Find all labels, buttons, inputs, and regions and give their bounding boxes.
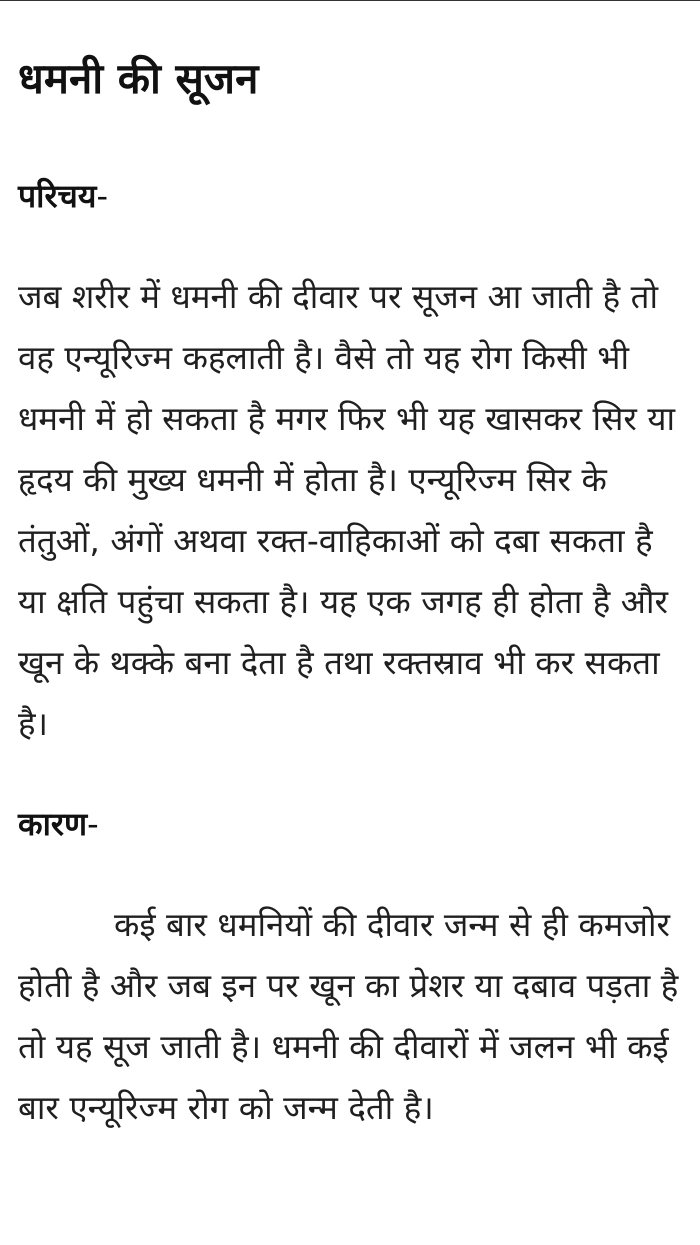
section-body: जब शरीर में धमनी की दीवार पर सूजन आ जाती है तो वह एन्यूरिज्म कहलाती है। वैसे तो यह रोग किसी भी धमनी में हो सकता है मगर फिर भी यह खासकर सिर या हृदय की मुख्य धमनी में होता है। एन्यूरिज्म सिर के तंतुओं, अंगों अथवा रक्त-वाहिकाओं को दबा सकता है या क्षति पहुंचा सकता है। यह एक जगह ही होता है और खून के थक्के बना देता है तथा रक्तस्राव भी कर सकता है। <box>18 277 676 743</box>
section-heading-suffix: - <box>96 177 108 215</box>
section-heading-suffix: - <box>87 805 99 843</box>
section-heading-text: कारण <box>18 805 88 843</box>
section-heading <box>18 794 680 854</box>
section-body: कई बार धमनियों की दीवार जन्म से ही कमजोर होती है और जब इन पर खून का प्रेशर या दबाव पड़ता है तो यह सूज जाती है। धमनी की दीवारों में जलन भी कई बार एन्यूरिज्म रोग को जन्म देती है। <box>18 905 679 1127</box>
section-causes <box>18 794 680 1138</box>
section-introduction <box>18 166 680 754</box>
article-title: धमनी की सूजन <box>18 54 259 103</box>
section-heading <box>18 166 680 226</box>
top-divider <box>0 0 700 1</box>
article <box>18 40 680 1138</box>
section-heading-text: परिचय <box>18 177 97 215</box>
